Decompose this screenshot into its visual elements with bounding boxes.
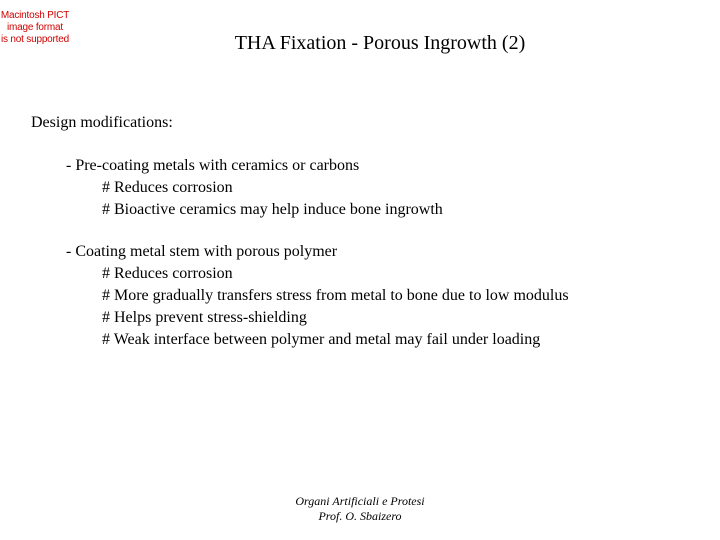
- slide-footer: [0, 494, 720, 524]
- footer-professor: Prof. O. Sbaizero: [318, 509, 402, 523]
- bullet-lead: - Pre-coating metals with ceramics or carbons: [66, 157, 360, 174]
- intro-text: Design modifications:: [31, 114, 173, 131]
- bullet-group-precoating: [66, 155, 443, 221]
- sub-bullet: # Reduces corrosion: [102, 265, 233, 282]
- sub-bullet: # Weak interface between polymer and metal may fail under loading: [102, 331, 541, 348]
- sub-bullet: # Bioactive ceramics may help induce bone ingrowth: [102, 201, 443, 218]
- placeholder-line: Macintosh PICT: [0, 10, 70, 21]
- footer-course: Organi Artificiali e Protesi: [295, 494, 425, 508]
- bullet-group-polymer-coating: [66, 241, 569, 351]
- placeholder-line: is not supported: [1, 34, 69, 45]
- sub-bullet: # Helps prevent stress-shielding: [102, 309, 307, 326]
- sub-bullet: # More gradually transfers stress from metal to bone due to low modulus: [102, 287, 569, 304]
- placeholder-line: image format: [7, 22, 63, 33]
- sub-bullet: # Reduces corrosion: [102, 179, 233, 196]
- slide-title: THA Fixation - Porous Ingrowth (2): [234, 32, 526, 54]
- bullet-lead: - Coating metal stem with porous polymer: [66, 243, 338, 260]
